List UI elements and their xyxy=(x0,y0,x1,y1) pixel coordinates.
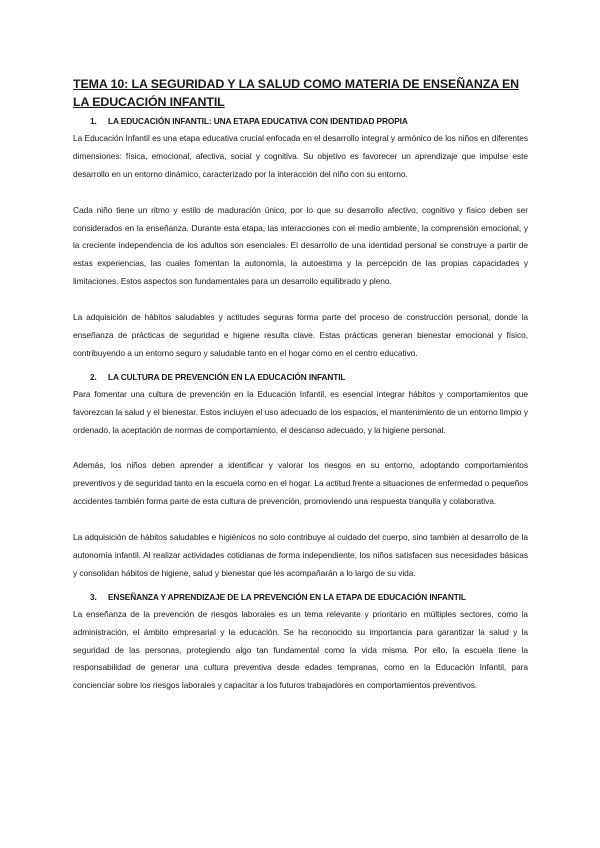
section-number: 1. xyxy=(90,116,97,126)
document-title: TEMA 10: LA SEGURIDAD Y LA SALUD COMO MATERIA DE ENSEÑANZA EN LA EDUCACIÓN INFANTIL xyxy=(73,77,519,109)
section-heading-text: LA EDUCACIÓN INFANTIL: UNA ETAPA EDUCATIVA CON IDENTIDAD PROPIA xyxy=(108,116,408,126)
paragraph: Para fomentar una cultura de prevención en la Educación Infantil, es esencial integrar hábitos y comportamientos que favorezcan la salud y el bienestar. Estos incluyen el uso adecuado de los espacios, el mantenimiento de un entorno limpio y ordenado, la aceptación de normas de comportamiento, el descanso adecuado, y la higiene personal. xyxy=(73,388,528,435)
section-heading xyxy=(73,371,528,383)
section-1 xyxy=(73,115,528,363)
section-3 xyxy=(73,591,528,696)
paragraph: La Educación Infantil es una etapa educativa crucial enfocada en el desarrollo integral y armónico de los niños en diferentes dimensiones: física, emocional, afectiva, social y cognitiva. Su objetivo es favorecer un aprendizaje que impulse este desarrollo en un entorno dinámico, caracterizado por la interacción del niño con su entorno. xyxy=(73,133,528,179)
paragraph: Cada niño tiene un ritmo y estilo de maduración único, por lo que su desarrollo afectivo, cognitivo y físico deben ser considerados en la enseñanza. Durante esta etapa, las interacciones con el medio ambiente, la comprensión emocional, y la creciente independencia de los adultos son esenciales. El desarrollo de una identidad personal se construye a partir de estas experiencias, las cuales fomentan la autonomía, la autoestima y la percepción de las propias capacidades y limitaciones. Estos aspectos son fundamentales para un desarrollo equilibrado y pleno. xyxy=(73,204,528,287)
section-number: 3. xyxy=(90,591,97,602)
paragraph: La adquisición de hábitos saludables e higiénicos no solo contribuye al cuidado del cuerpo, sino también al desarrollo de la autonomía infantil. Al realizar actividades cotidianas de forma independiente, los niños satisfacen sus necesidades básicas y consolidan hábitos de higiene, salud y bienestar que les acompañarán a lo largo de su vida. xyxy=(73,531,528,578)
section-heading-text: ENSEÑANZA Y APRENDIZAJE DE LA PREVENCIÓN EN LA ETAPA DE EDUCACIÓN INFANTIL xyxy=(108,591,466,602)
section-heading xyxy=(73,591,528,603)
section-number: 2. xyxy=(90,371,97,382)
section-2 xyxy=(73,371,528,583)
paragraph: Además, los niños deben aprender a identificar y valorar los riesgos en su entorno, adoptando comportamientos preventivos y de seguridad tanto en la escuela como en el hogar. La actitud frente a situaciones de enfermedad o pequeños accidentes también forma parte de esta cultura de prevención, promoviendo una respuesta tranquila y colaborativa. xyxy=(73,460,528,507)
section-heading-text: LA CULTURA DE PREVENCIÓN EN LA EDUCACIÓN INFANTIL xyxy=(108,371,346,382)
document-page xyxy=(73,76,528,695)
section-heading xyxy=(73,115,528,127)
paragraph: La enseñanza de la prevención de riesgos laborales es un tema relevante y prioritario en múltiples sectores, como la administración, el ámbito empresarial y la educación. Se ha reconocido su importancia para garantizar la salud y la seguridad de las personas, protegiendo algo tan fundamental como la vida misma. Por ello, la escuela tiene la responsabilidad de generar una cultura preventiva desde edades tempranas, como en la Educación Infantil, para concienciar sobre los riesgos laborales y capacitar a los futuros trabajadores en comportamientos preventivos. xyxy=(73,608,528,691)
paragraph: La adquisición de hábitos saludables y actitudes seguras forma parte del proceso de construcción personal, donde la enseñanza de prácticas de seguridad e higiene resulta clave. Estas prácticas generan bienestar emocional y físico, contribuyendo a un entorno seguro y saludable tanto en el hogar como en el centro educativo. xyxy=(73,312,528,358)
